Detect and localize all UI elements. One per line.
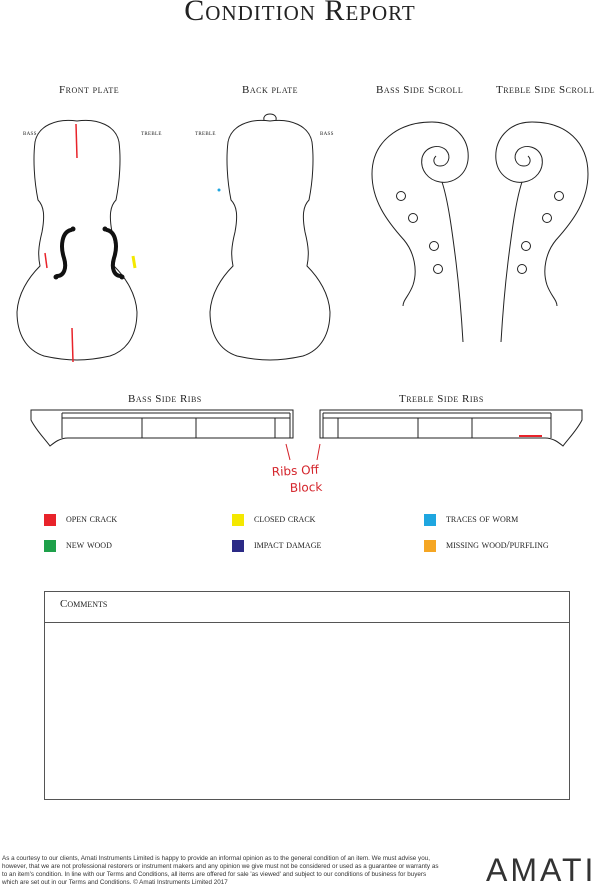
treble-scroll-outline (496, 122, 588, 342)
back-plate-outline (210, 114, 330, 360)
bass-side-ribs (31, 410, 293, 446)
amati-logo: AMATI (486, 852, 597, 888)
back-bass-label: bass (320, 129, 334, 137)
bass-scroll-outline (372, 122, 468, 342)
treble-scroll-pegholes (518, 192, 564, 274)
legend-swatch-closed-crack (232, 514, 244, 526)
bass-side-ribs-label: Bass Side Ribs (128, 393, 202, 405)
svg-text:Ribs Off: Ribs Off (271, 462, 320, 479)
svg-text:Block: Block (289, 479, 323, 495)
legend-label-open-crack: open crack (66, 513, 118, 525)
handwritten-arrows (286, 444, 320, 460)
f-holes (57, 230, 121, 276)
comments-heading: Comments (45, 592, 569, 623)
legend-swatch-open-crack (44, 514, 56, 526)
bass-scroll-pegholes (397, 192, 443, 274)
legend-label-impact-damage: impact damage (254, 539, 322, 551)
front-plate-label: Front plate (59, 84, 120, 96)
back-plate-label: Back plate (242, 84, 298, 96)
handwritten-note (271, 463, 322, 495)
treble-side-ribs-label: Treble Side Ribs (399, 393, 484, 405)
front-treble-label: treble (141, 129, 162, 137)
page-title: Condition Report (184, 0, 416, 27)
legend-swatch-traces-of-worm (424, 514, 436, 526)
disclaimer-text: As a courtesy to our clients, Amati Instruments Limited is happy to provide an informal opinion as to the general condition of an item. We must advise you, however, that we are not professional restorers or instrument makers and any opinion we give must not be considered or used as a guarantee or warranty as to an item's condition. In line with our Terms and Conditions, all items are offered for sale 'as viewed' and subject to our conditions of business for buyers which are set out in our Terms and Conditions. © Amati Instruments Limited 2017 (2, 855, 439, 886)
impact-damage-mark (218, 189, 221, 192)
legend-label-new-wood: new wood (66, 539, 112, 551)
legend-label-missing-wood: missing wood/purfling (446, 539, 549, 551)
front-bass-label: bass (23, 129, 37, 137)
treble-side-scroll-label: Treble Side Scroll (496, 84, 595, 96)
back-treble-label: treble (195, 129, 216, 137)
legend-label-closed-crack: closed crack (254, 513, 316, 525)
closed-crack-mark (133, 256, 135, 268)
legend-swatch-impact-damage (232, 540, 244, 552)
legend-label-traces-of-worm: traces of worm (446, 513, 519, 525)
bass-side-scroll-label: Bass Side Scroll (376, 84, 464, 96)
legend-swatch-missing-wood (424, 540, 436, 552)
legend-swatch-new-wood (44, 540, 56, 552)
comments-box[interactable] (44, 591, 570, 800)
treble-side-ribs (320, 410, 582, 446)
